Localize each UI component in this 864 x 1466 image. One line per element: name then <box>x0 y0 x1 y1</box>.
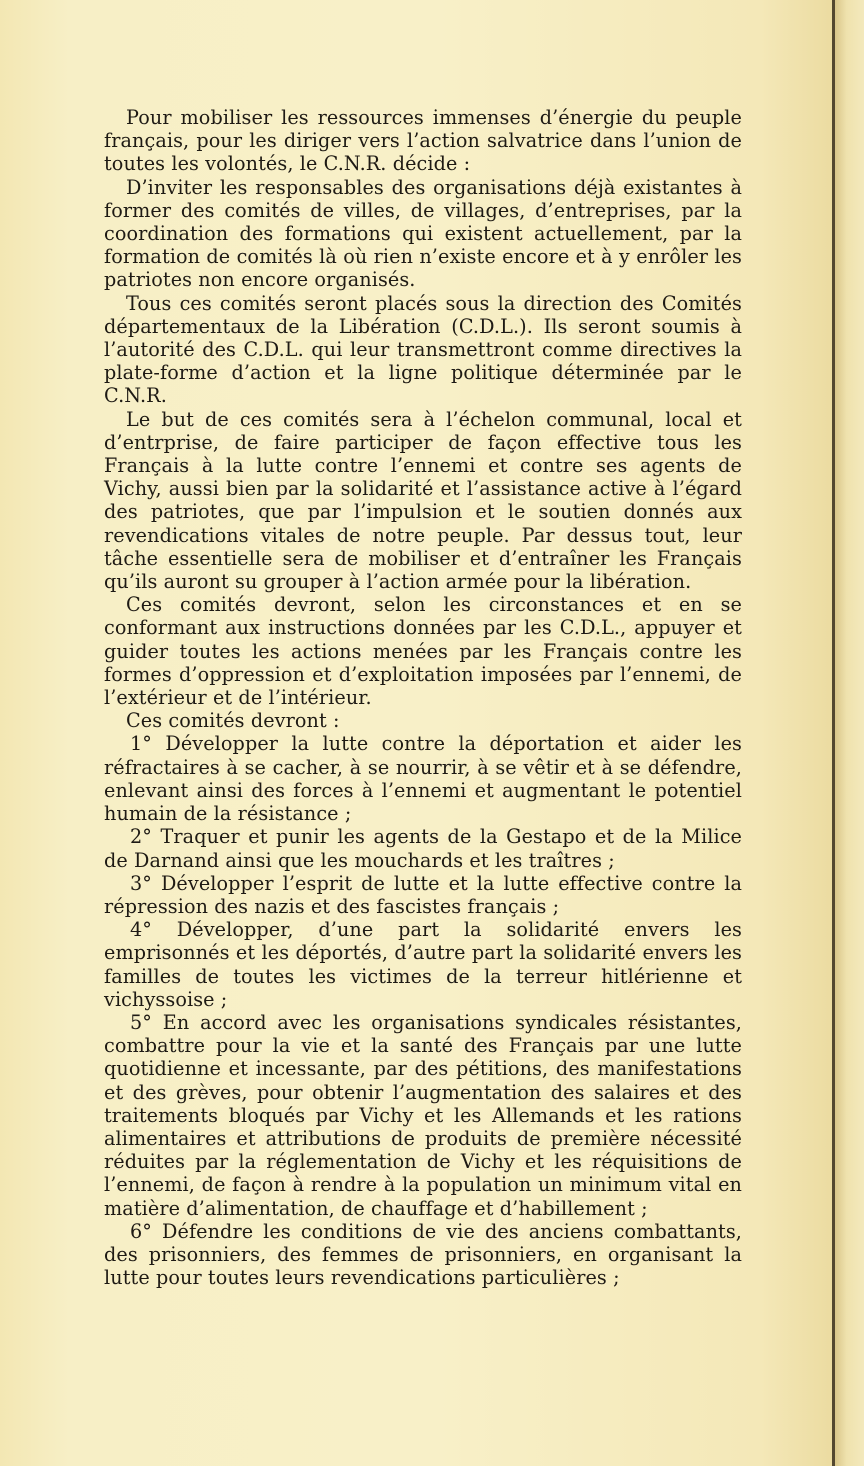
list-item-5: 5° En accord avec les organisations syndicales résistantes, combattre pour la vie et la santé des Français par une lutte quotidienne et incessante, par des pétitions, des manifestations et des grèves, pour obtenir l’augmentation des salaires et des traitements bloqués par Vichy et les Allemands et les rations alimentaires et attributions de produits de première nécessité réduites par la réglementation de Vichy et les réquisitions de l’ennemi, de façon à rendre à la population un minimum vital en matière d’alimentation, de chauffage et d’habillement ; <box>104 1010 742 1220</box>
paragraph-list-intro: Ces comités devront : <box>126 709 340 733</box>
paragraph-direction: Tous ces comités seront placés sous la direction des Comités départementaux de la Libération (C.D.L.). Ils seront soumis à l’autorité des C.D.L. qui leur transmettront comme directives la plate-forme d’action et la ligne politique déterminée par le C.N.R. <box>104 291 742 408</box>
list-item-2: 2° Traquer et punir les agents de la Gestapo et de la Milice de Darnand ainsi que les mouchards et les traîtres ; <box>104 825 742 872</box>
list-item-1: 1° Développer la lutte contre la déportation et aider les réfractaires à se cacher, à se nourrir, à se vêtir et à se défendre, enlevant ainsi des forces à l’ennemi et augmentant le potentiel humain de la résistance ; <box>104 732 742 826</box>
paragraph-intro: Pour mobiliser les ressources immenses d’énergie du peuple français, pour les diriger vers l’action salvatrice dans l’union de toutes les volontés, le C.N.R. décide : <box>104 106 742 176</box>
list-item-3: 3° Développer l’esprit de lutte et la lutte effective contre la répression des nazis et des fascistes français ; <box>104 871 742 918</box>
list-item-6: 6° Défendre les conditions de vie des anciens combattants, des prisonniers, des femmes de prisonniers, en organisant la lutte pour toutes leurs revendications particulières ; <box>104 1219 742 1290</box>
paragraph-invitation: D’inviter les responsables des organisations déjà existantes à former des comités de villes, de villages, d’entreprises, par la coordination des formations qui existent actuellement, par la formation de comités là où rien n’existe encore et à y enrôler les patriotes non encore organisés. <box>104 175 742 292</box>
list-item-4: 4° Développer, d’une part la solidarité envers les emprisonnés et les déportés, d’autre part la solidarité envers les familles de toutes les victimes de la terreur hitlérienne et vichyssoise ; <box>104 918 742 1011</box>
page-fold-edge <box>835 0 864 1466</box>
paragraph-circumstances: Ces comités devront, selon les circonstances et en se conformant aux instructions données par les C.D.L., appuyer et guider toutes les actions menées par les Français contre les formes d’oppression et d’exploitation imposées par l’ennemi, de l’extérieur et de l’intérieur. <box>104 593 742 710</box>
paragraph-purpose: Le but de ces comités sera à l’échelon communal, local et d’entrprise, de faire participer de façon effective tous les Français à la lutte contre l’ennemi et contre ses agents de Vichy, aussi bien par la solidarité et l’assistance active à l’égard des patriotes, que par l’impulsion et le soutien donnés aux revendications vitales de notre peuple. Par dessus tout, leur tâche essentielle sera de mobiliser et d’entraîner les Français qu’ils auront su grouper à l’action armée pour la libération. <box>104 407 742 594</box>
document-body <box>104 106 742 1289</box>
